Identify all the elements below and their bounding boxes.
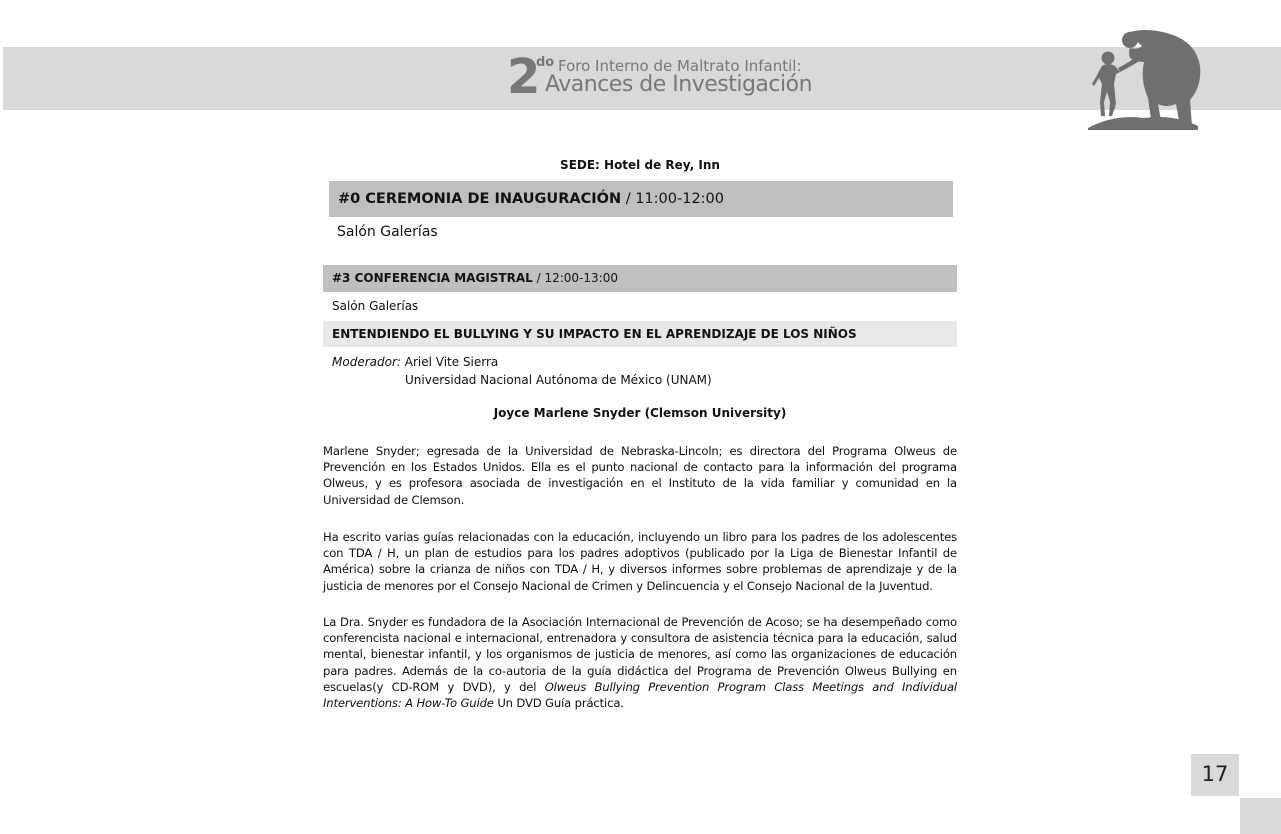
- session-0-title: #0 CEREMONIA DE INAUGURACIÓN: [338, 191, 622, 207]
- logo-line2: Avances de Investigación: [545, 72, 813, 97]
- bio-paragraph-3-title: Olweus Bullying Prevention Program Class Meetings and Individual Interventions: A How-To Guide: [323, 679, 957, 711]
- session-3-topic: ENTENDIENDO EL BULLYING Y SU IMPACTO EN EL APRENDIZAJE DE LOS NIÑOS: [323, 321, 957, 347]
- bio-paragraph-3-start: La Dra. Snyder es fundadora de la Asociación Internacional de Prevención de Acoso; se ha desempeñado como conferencista nacional e internacional, entrenadora y consultora de asistencia técnica para la educación, salud mental, bienestar infantil, y los organismos de justicia de menores, así como las organizaciones de educación para padres. Además de la co-autoria de la guía didáctica del Programa de Prevención Olweus Bullying en escuelas(y CD-ROM y DVD), y del: [323, 615, 957, 694]
- moderator-label: Moderador:: [332, 355, 401, 369]
- venue-label: SEDE: Hotel de Rey, Inn: [560, 158, 720, 172]
- session-0-header: [329, 181, 953, 217]
- moderator: [332, 355, 498, 369]
- bio-paragraph-2: Ha escrito varias guías relacionadas con la educación, incluyendo un libro para los padres de los adolescentes con TDA / H, un plan de estudios para los padres adoptivos (publicado por la Liga de Bienestar Infantil de América) sobre la crianza de niños con TDA / H, y diversos informes sobre problemas de aprendizaje y de la justicia de menores por el Consejo Nacional de Crimen y Delincuencia y el Consejo Nacional de la Juventud.: [323, 530, 957, 593]
- bio-paragraph-1: Marlene Snyder; egresada de la Universidad de Nebraska-Lincoln; es directora del Programa Olweus de Prevención en los Estados Unidos. Ella es el punto nacional de contacto para la información del programa Olweus, y es profesora asociada de investigación en el Instituto de la vida familiar y comunidad en la Universidad de Clemson.: [323, 444, 957, 507]
- adult-child-silhouette-icon: [1084, 28, 1206, 132]
- bio-paragraph-3: [323, 614, 957, 711]
- session-0-time: / 11:00-12:00: [625, 191, 725, 207]
- speaker-name: Joyce Marlene Snyder (Clemson University): [493, 406, 787, 420]
- logo-line1: Foro Interno de Maltrato Infantil:: [558, 57, 802, 75]
- logo-superscript: do: [536, 55, 555, 70]
- logo-number: 2: [507, 49, 541, 105]
- session-3-time: / 12:00-13:00: [536, 271, 618, 285]
- session-3-header: [323, 265, 957, 292]
- bio-paragraph-3-end: Un DVD Guía práctica.: [493, 696, 624, 711]
- event-logo: [507, 49, 813, 105]
- corner-decoration: [1240, 798, 1281, 834]
- session-3-room: Salón Galerías: [332, 299, 419, 313]
- moderator-institution: Universidad Nacional Autónoma de México (UNAM): [405, 373, 712, 387]
- session-0-room: Salón Galerías: [337, 224, 438, 240]
- page-number: 17: [1191, 754, 1239, 796]
- moderator-name: Ariel Vite Sierra: [404, 355, 499, 369]
- session-3-title: #3 CONFERENCIA MAGISTRAL: [332, 271, 533, 285]
